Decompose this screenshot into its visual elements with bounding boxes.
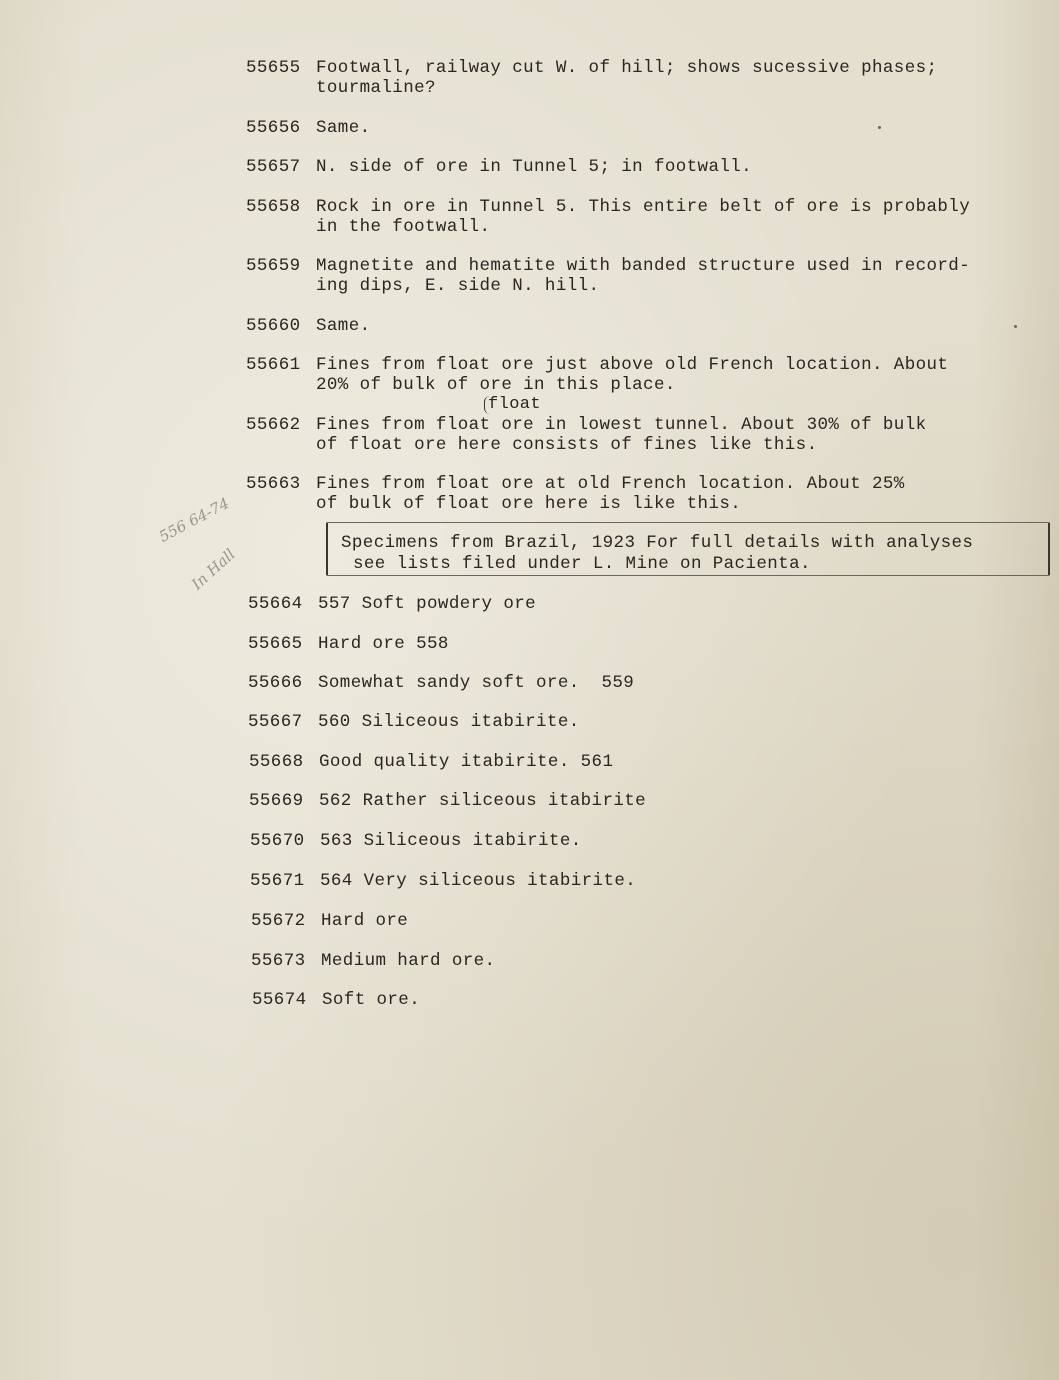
entry-line: Fines from float ore in lowest tunnel. About 30% of bulk — [316, 415, 927, 435]
specimen-number: 55663 — [246, 474, 301, 494]
entry-line: 562 Rather siliceous itabirite — [319, 791, 647, 811]
entry-line: Hard ore 558 — [318, 634, 449, 654]
entry-line: 560 Siliceous itabirite. — [318, 712, 580, 732]
entry-line: N. side of ore in Tunnel 5; in footwall. — [316, 157, 753, 177]
specimen-number: 55671 — [250, 871, 305, 891]
handwritten-insertion: float — [488, 395, 542, 414]
entry-line: of float ore here consists of fines like this. — [316, 435, 818, 455]
paper-speck — [878, 126, 881, 129]
entry-line: in the footwall. — [316, 217, 491, 237]
entry-line: tourmaline? — [316, 78, 436, 98]
entry-line: Footwall, railway cut W. of hill; shows sucessive phases; — [316, 58, 938, 78]
specimen-number: 55655 — [246, 58, 301, 78]
entry-line: Medium hard ore. — [321, 951, 496, 971]
entry-line: ing dips, E. side N. hill. — [316, 276, 600, 296]
entry-line: 557 Soft powdery ore — [318, 594, 537, 614]
note-line-2: see lists filed under L. Mine on Pacienta. — [353, 554, 811, 574]
specimen-number: 55674 — [252, 990, 307, 1010]
catalog-entry-55674 — [252, 990, 421, 1050]
specimen-number: 55670 — [250, 831, 305, 851]
entry-line: Fines from float ore at old French location. About 25% — [316, 474, 905, 494]
entry-line: 20% of bulk of ore in this place. — [316, 375, 676, 395]
entry-line: Somewhat sandy soft ore. 559 — [318, 673, 635, 693]
specimen-number: 55657 — [246, 157, 301, 177]
specimen-number: 55668 — [249, 752, 304, 772]
specimen-number: 55672 — [251, 911, 306, 931]
entry-line: of bulk of float ore here is like this. — [316, 494, 742, 514]
note-line-1: Specimens from Brazil, 1923 For full details with analyses — [341, 533, 974, 553]
entry-line: 563 Siliceous itabirite. — [320, 831, 582, 851]
specimen-number: 55658 — [246, 197, 301, 217]
specimen-number: 55659 — [246, 256, 301, 276]
pencil-location-annotation: In Hall — [188, 545, 239, 594]
specimen-number: 55665 — [248, 634, 303, 654]
specimen-number: 55661 — [246, 355, 301, 375]
entry-line: Soft ore. — [322, 990, 421, 1010]
pencil-range-annotation: 556 64-74 — [156, 494, 233, 546]
entry-line: 564 Very siliceous itabirite. — [320, 871, 637, 891]
entry-line: Magnetite and hematite with banded structure used in record- — [316, 256, 971, 276]
specimen-number: 55666 — [248, 673, 303, 693]
entry-line: Same. — [316, 118, 371, 138]
entry-line: Same. — [316, 316, 371, 336]
specimen-number: 55656 — [246, 118, 301, 138]
entry-line: Hard ore — [321, 911, 409, 931]
specimen-number: 55664 — [248, 594, 303, 614]
specimen-number: 55669 — [249, 791, 304, 811]
specimen-number: 55660 — [246, 316, 301, 336]
specimen-number: 55662 — [246, 415, 301, 435]
entry-line: Good quality itabirite. 561 — [319, 752, 614, 772]
paper-speck — [1014, 325, 1017, 328]
specimen-number: 55667 — [248, 712, 303, 732]
entry-line: Fines from float ore just above old French location. About — [316, 355, 949, 375]
specimen-number: 55673 — [251, 951, 306, 971]
entry-line: Rock in ore in Tunnel 5. This entire belt of ore is probably — [316, 197, 971, 217]
